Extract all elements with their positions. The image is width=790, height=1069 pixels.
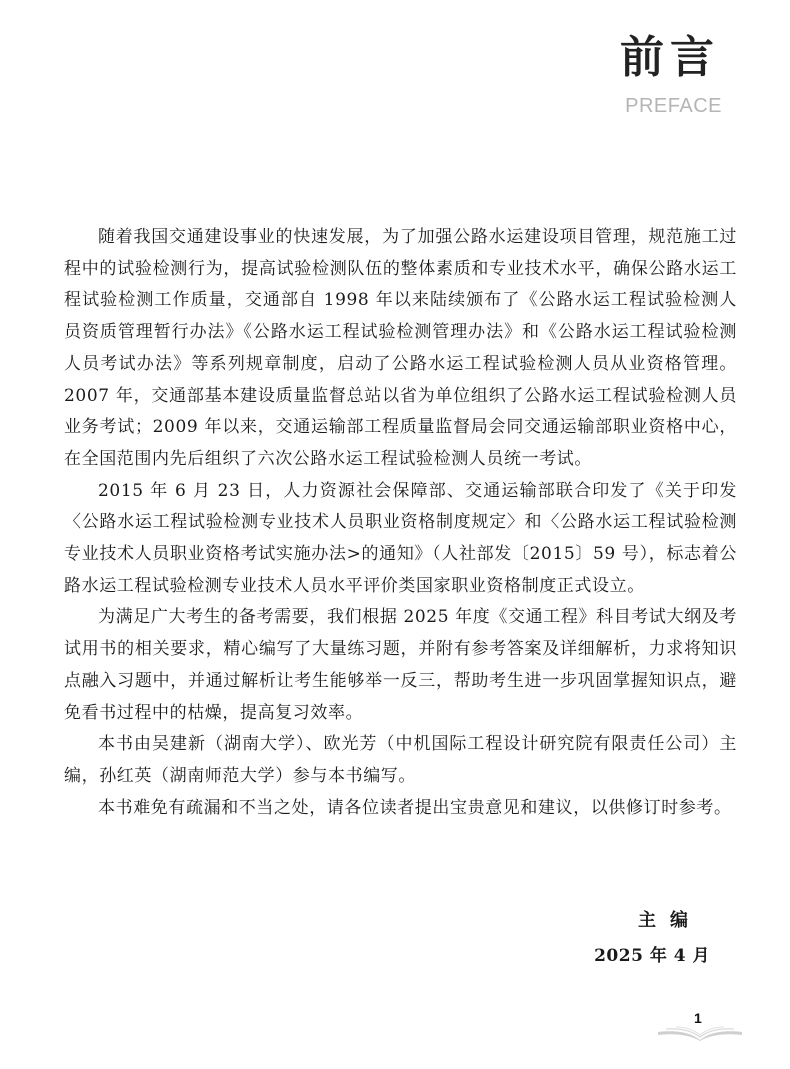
paragraph: 本书难免有疏漏和不当之处，请各位读者提出宝贵意见和建议，以供修订时参考。 — [98, 797, 732, 818]
open-book-icon — [654, 1020, 746, 1042]
paragraph: 2015 年 6 月 23 日，人力资源社会保障部、交通运输部联合印发了《关于印发〈公路水运工程试验检测专业技术人员职业资格制度规定〉和〈公路水运工程试验检测专业技术人员职业资格考试实施办法>的通知》（人社部发〔2015〕59 号），标志着公路水运工程试验检测专业技术人员水平评价类国家职业资格制度正式设立。 — [64, 480, 737, 596]
page-title: 前言 — [620, 32, 720, 83]
page-subtitle: PREFACE — [625, 95, 722, 117]
preface-body — [64, 222, 737, 824]
paragraph: 为满足广大考生的备考需要，我们根据 2025 年度《交通工程》科目考试大纲及考试用书的相关要求，精心编写了大量练习题，并附有参考答案及详细解析，力求将知识点融入习题中，并通过解析让考生能够举一反三，帮助考生进一步巩固掌握知识点，避免看书过程中的枯燥，提高复习效率。 — [64, 607, 737, 723]
page-number-area — [654, 1004, 746, 1044]
page-number: 1 — [694, 1010, 702, 1026]
paragraph: 随着我国交通建设事业的快速发展，为了加强公路水运建设项目管理，规范施工过程中的试验检测行为，提高试验检测队伍的整体素质和专业技术水平，确保公路水运工程试验检测工作质量，交通部自 1998 年以来陆续颁布了《公路水运工程试验检测人员资质管理暂行办法》《公路水运工程试验检测管理办法》和《公路水运工程试验检测人员考试办法》等系列规章制度，启动了公路水运工程试验检测人员从业资格管理。2007 年，交通部基本建设质量监督总站以省为单位组织了公路水运工程试验检测人员业务考试；2009 年以来，交通运输部工程质量监督局会同交通运输部职业资格中心，在全国范围内先后组织了六次公路水运工程试验检测人员统一考试。 — [64, 227, 737, 469]
editor-signature: 主编 — [638, 910, 702, 931]
paragraph: 本书由吴建新（湖南大学）、欧光芳（中机国际工程设计研究院有限责任公司）主编，孙红英（湖南师范大学）参与本书编写。 — [64, 734, 737, 786]
preface-date: 2025 年 4 月 — [594, 946, 710, 966]
